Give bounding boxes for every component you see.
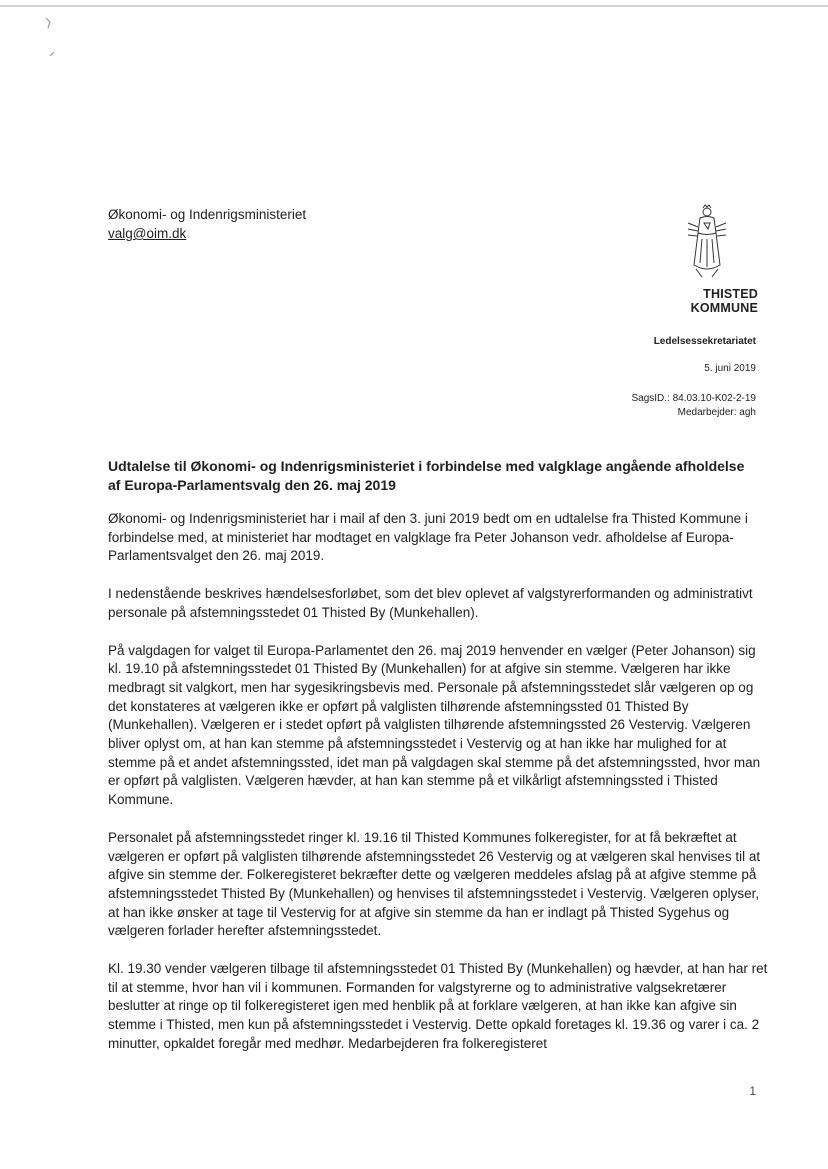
body-paragraph: I nedenstående beskrives hændelsesforløbet, som det blev oplevet af valgstyrerformanden og administrativt personale på afstemningsstedet 01 Thisted By (Munkehallen). [108,586,753,620]
letter-title: Udtalelse til Økonomi- og Indenrigsministeriet i forbindelse med valgklage angående afholdelse af Europa-Parlamentsvalg den 26. maj 2019 [108,458,745,493]
letter-date: 5. juni 2019 [704,363,756,374]
body-paragraph: Økonomi- og Indenrigsministeriet har i mail af den 3. juni 2019 bedt om en udtalelse fra Thisted Kommune i forbindelse med, at ministeriet har modtaget en valgklage fra Peter Johanson vedr. afholdelse af Europa-Parlamentsvalget den 26. maj 2019. [108,511,748,564]
scan-artifact-mark [40,14,62,64]
letter-body [108,510,768,1073]
scan-top-edge [0,5,828,7]
organization-name: THISTED KOMMUNE [690,287,758,315]
page-number: 1 [749,1084,756,1098]
recipient-address [108,205,306,243]
recipient-name: Økonomi- og Indenrigsministeriet [108,207,307,222]
recipient-email: valg@oim.dk [108,226,187,241]
employee-initials: Medarbejder: agh [677,407,756,418]
department-label: Ledelsessekretariatet [653,336,756,347]
case-reference [631,392,756,420]
saint-figure-emblem-icon [678,203,736,283]
municipality-logo [658,203,758,315]
case-id: SagsID.: 84.03.10-K02-2-19 [631,393,756,404]
body-paragraph: På valgdagen for valget til Europa-Parlamentet den 26. maj 2019 henvender en vælger (Peter Johanson) sig kl. 19.10 på afstemningsstedet 01 Thisted By (Munkehallen) for at afgive sin stemme. Vælgeren har ikke medbragt sit valgkort, men har sygesikringsbevis med. Personale på afstemningsstedet slår vælgeren op og det konstateres at vælgeren ikke er opført på valglisten tilhørende afstemningssted 01 Thisted By (Munkehallen). Vælgeren er i stedet opført på valglisten tilhørende afstemningssted 26 Vestervig. Vælgeren bliver oplyst om, at han kan stemme på afstemningsstedet i Vestervig og at han ikke har mulighed for at stemme på et andet afstemningssted, idet man på valgdagen skal stemme på det afstemningssted, hvor man er opført på valglisten. Vælgeren hævder, at han kan stemme på et vilkårligt afstemningssted i Thisted Kommune. [108,642,761,808]
body-paragraph: Kl. 19.30 vender vælgeren tilbage til afstemningsstedet 01 Thisted By (Munkehallen) og hævder, at han har ret til at stemme, hvor han vil i kommunen. Formanden for valgstyrerne og to administrative valgsekretærer beslutter at ringe op til folkeregisteret igen med henblik på at forklare vælgeren, at han ikke kan afgive sin stemme i Thisted, men kun på afstemningsstedet i Vestervig. Dette opkald foretages kl. 19.36 og varer i ca. 2 minutter, opkaldet foregår med medhør. Medarbejderen fra folkeregisteret [108,961,768,1051]
body-paragraph: Personalet på afstemningsstedet ringer kl. 19.16 til Thisted Kommunes folkeregister, for at få bekræftet at vælgeren er opført på valglisten tilhørende afstemningsstedet 26 Vestervig og at vælgeren skal henvises til at afgive sin stemme der. Folkeregisteret bekræfter dette og vælgeren meddeles afslag på at afgive stemme på afstemningsstedet Thisted By (Munkehallen) og henvises til afstemningsstedet i Vestervig. Vælgeren oplyser, at han ikke ønsker at tage til Vestervig for at afgive sin stemme da han er indlagt på Thisted Sygehus og vælgeren forlader herefter afstemningsstedet. [108,829,761,939]
